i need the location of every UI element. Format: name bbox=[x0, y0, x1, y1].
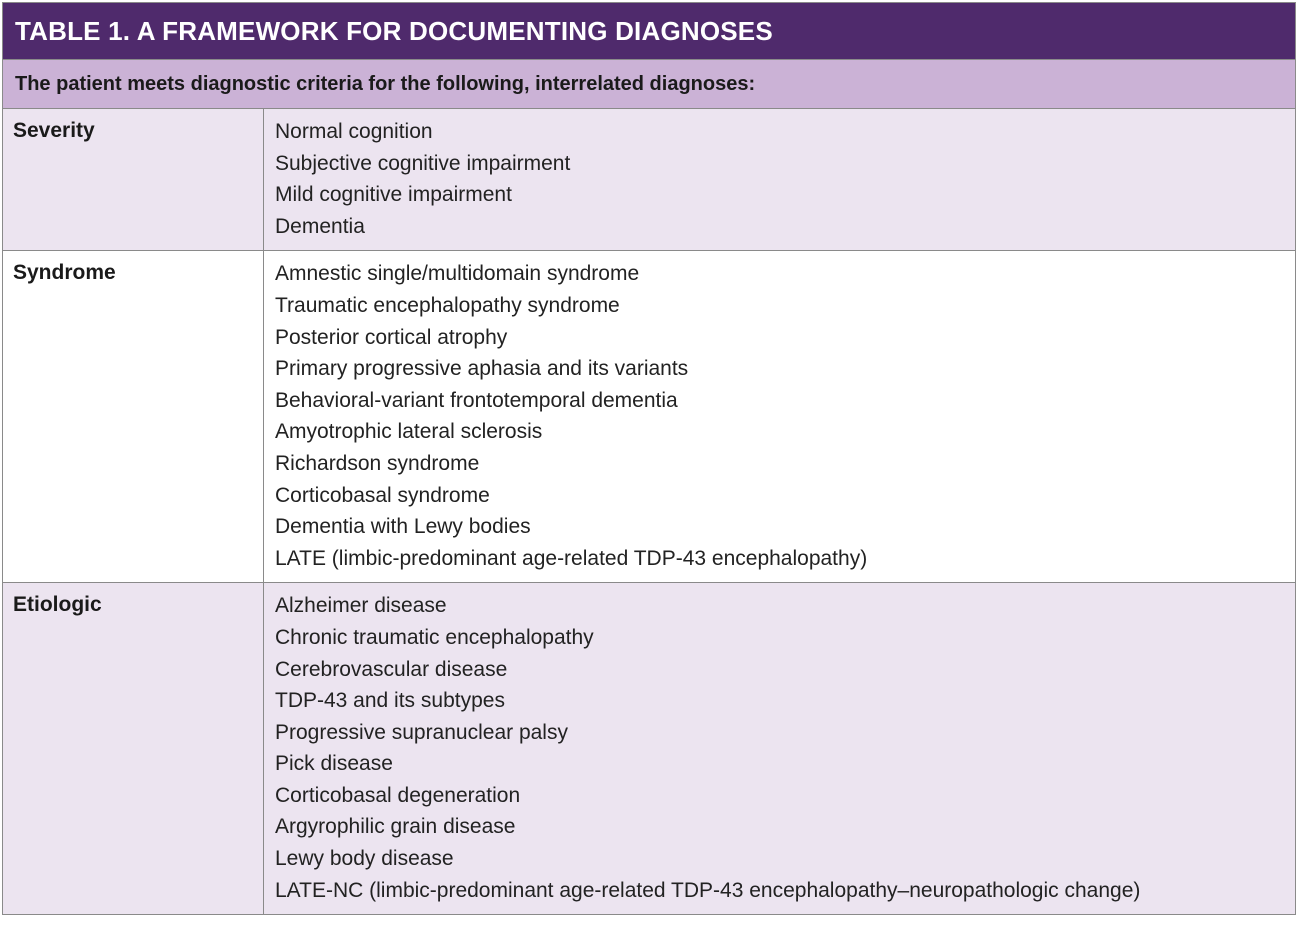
table-row-etiologic bbox=[3, 583, 1295, 914]
list-item: TDP-43 and its subtypes bbox=[275, 689, 505, 713]
list-item: Argyrophilic grain disease bbox=[275, 815, 516, 839]
list-item: Dementia with Lewy bodies bbox=[275, 515, 531, 539]
list-item: Normal cognition bbox=[275, 120, 433, 143]
list-item: Behavioral-variant frontotemporal dementia bbox=[275, 388, 678, 412]
list-item: Cerebrovascular disease bbox=[275, 657, 508, 681]
row-items-list bbox=[264, 583, 1295, 914]
table-subtitle-bar bbox=[3, 59, 1295, 109]
list-item: Lewy body disease bbox=[275, 847, 454, 871]
list-item: Richardson syndrome bbox=[275, 451, 480, 475]
table-title-bar bbox=[3, 3, 1295, 59]
list-item: Primary progressive aphasia and its variants bbox=[275, 357, 689, 381]
list-item: LATE (limbic-predominant age-related TDP-43 encephalopathy) bbox=[275, 546, 868, 570]
diagnosis-framework-table bbox=[2, 2, 1296, 915]
list-item: Pick disease bbox=[275, 752, 393, 776]
list-item: Mild cognitive impairment bbox=[275, 183, 512, 207]
row-items-list bbox=[264, 251, 1295, 582]
list-item: Subjective cognitive impairment bbox=[275, 151, 571, 175]
row-label: Etiologic bbox=[3, 583, 264, 914]
list-item: Corticobasal syndrome bbox=[275, 483, 490, 507]
list-item: Progressive supranuclear palsy bbox=[275, 720, 568, 744]
list-item: Dementia bbox=[275, 214, 365, 238]
table-row-syndrome bbox=[3, 251, 1295, 583]
row-label: Syndrome bbox=[3, 251, 264, 582]
row-items-list bbox=[264, 109, 1295, 250]
list-item: Chronic traumatic encephalopathy bbox=[275, 625, 594, 649]
list-item: Amnestic single/multidomain syndrome bbox=[275, 262, 640, 286]
table-title: TABLE 1. A FRAMEWORK FOR DOCUMENTING DIAGNOSES bbox=[15, 15, 773, 46]
list-item: Amyotrophic lateral sclerosis bbox=[275, 420, 543, 444]
table-row-severity bbox=[3, 109, 1295, 251]
list-item: Alzheimer disease bbox=[275, 594, 447, 618]
list-item: Traumatic encephalopathy syndrome bbox=[275, 293, 620, 317]
list-item: Posterior cortical atrophy bbox=[275, 325, 508, 349]
list-item: Corticobasal degeneration bbox=[275, 783, 521, 807]
table-subtitle: The patient meets diagnostic criteria for the following, interrelated diagnoses: bbox=[15, 72, 756, 95]
list-item: LATE-NC (limbic-predominant age-related TDP-43 encephalopathy–neuropathologic change) bbox=[275, 878, 1141, 902]
row-label: Severity bbox=[3, 109, 264, 250]
